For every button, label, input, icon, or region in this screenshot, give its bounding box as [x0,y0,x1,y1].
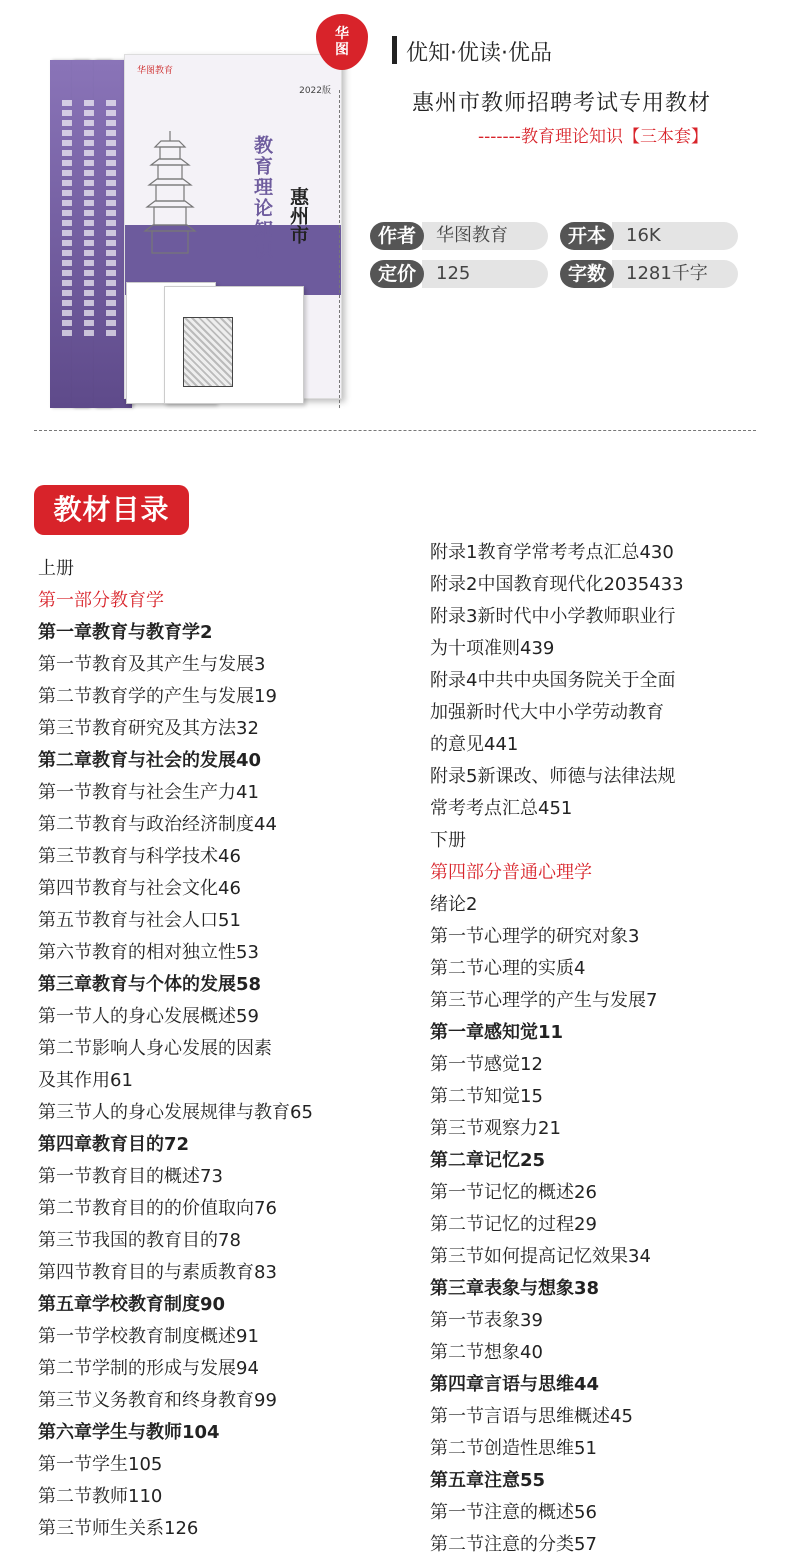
toc-entry: 附录4中共中央国务院关于全面 [430,670,676,691]
toc-entry: 第一节教育及其产生与发展3 [38,654,266,675]
toc-entry: 的意见441 [430,734,519,755]
pagoda-illustration [143,127,197,257]
toc-entry: 加强新时代大中小学劳动教育 [430,702,664,723]
spec-value: 125 [422,260,548,288]
toc-entry: 第三节师生关系126 [38,1518,199,1539]
toc-entry: 第一节感觉12 [430,1054,543,1075]
toc-entry: 第四节教育目的与素质教育83 [38,1262,277,1283]
section-divider [34,430,756,431]
spec-value: 华图教育 [422,222,548,250]
toc-entry: 第一节心理学的研究对象3 [430,926,640,947]
toc-entry: 第一节记忆的概述26 [430,1182,597,1203]
toc-left-column [38,553,313,1545]
toc-entry: 常考考点汇总451 [430,798,573,819]
toc-entry: 第三节教育研究及其方法32 [38,718,259,739]
toc-entry: 第一节学校教育制度概述91 [38,1326,259,1347]
toc-entry: 附录2中国教育现代化2035433 [430,574,684,595]
toc-entry: 第六章学生与教师104 [38,1422,220,1443]
tagline-bar [392,36,397,64]
toc-entry: 第五节教育与社会人口51 [38,910,241,931]
toc-entry: 第三节人的身心发展规律与教育65 [38,1102,313,1123]
cover-edition: 2022版 [299,86,331,96]
toc-entry: 第二节教育目的的价值取向76 [38,1198,277,1219]
toc-entry: 第一节教育与社会生产力41 [38,782,259,803]
toc-entry: 第二节知觉15 [430,1086,543,1107]
toc-right-column [430,537,684,1553]
toc-entry: 第三节义务教育和终身教育99 [38,1390,277,1411]
toc-entry: 下册 [430,830,466,851]
toc-entry: 上册 [38,558,74,579]
spec-word-count [560,260,738,288]
toc-entry: 第二节注意的分类57 [430,1534,597,1553]
toc-entry: 第三节观察力21 [430,1118,561,1139]
toc-entry: 第五章学校教育制度90 [38,1294,226,1315]
spec-label: 开本 [560,222,614,250]
toc-entry: 第二节教育学的产生与发展19 [38,686,277,707]
toc-entry: 第三节心理学的产生与发展7 [430,990,658,1011]
toc-entry: 第四节教育与社会文化46 [38,878,241,899]
toc-entry: 第二节影响人身心发展的因素 [38,1038,272,1059]
spec-label: 字数 [560,260,614,288]
toc-entry: 第四章教育目的72 [38,1134,190,1155]
toc-entry: 第二节记忆的过程29 [430,1214,597,1235]
toc-entry: 第六节教育的相对独立性53 [38,942,259,963]
toc-entry: 第四部分普通心理学 [430,862,592,883]
book-title: 惠州市教师招聘考试专用教材 [412,91,712,116]
toc-entry: 第一章感知觉11 [430,1022,564,1043]
toc-entry: 第三节教育与科学技术46 [38,846,241,867]
toc-entry: 为十项准则439 [430,638,555,659]
spec-format [560,222,738,250]
cover-brand: 华图教育 [137,66,174,76]
toc-entry: 第三章教育与个体的发展58 [38,974,262,995]
toc-entry: 绪论2 [430,894,478,915]
toc-entry: 第一节教育目的概述73 [38,1166,223,1187]
toc-entry: 附录3新时代中小学教师职业行 [430,606,676,627]
toc-entry: 第二节创造性思维51 [430,1438,597,1459]
spec-value: 1281千字 [612,260,738,288]
book-subtitle: -------教育理论知识【三本套】 [478,127,708,147]
cover-city: 惠州市 [287,187,309,244]
spec-price [370,260,548,288]
toc-entry: 第一节人的身心发展概述59 [38,1006,259,1027]
toc-entry: 及其作用61 [38,1070,133,1091]
toc-entry: 第二节学制的形成与发展94 [38,1358,259,1379]
tagline: 优知·优读·优品 [406,41,552,66]
product-image [44,40,331,410]
toc-entry: 第二章教育与社会的发展40 [38,750,262,771]
divider [339,90,340,408]
toc-entry: 第二节教育与政治经济制度44 [38,814,277,835]
toc-entry: 第一节言语与思维概述45 [430,1406,633,1427]
booklet [164,286,304,404]
toc-entry: 第二节教师110 [38,1486,163,1507]
toc-entry: 第五章注意55 [430,1470,546,1491]
toc-entry: 第一节学生105 [38,1454,163,1475]
toc-entry: 附录5新课改、师德与法律法规 [430,766,676,787]
spec-label: 定价 [370,260,424,288]
toc-entry: 第二节心理的实质4 [430,958,586,979]
toc-entry: 第四章言语与思维44 [430,1374,600,1395]
toc-entry: 第三节我国的教育目的78 [38,1230,241,1251]
toc-entry: 第一部分教育学 [38,590,164,611]
toc-entry: 第三章表象与想象38 [430,1278,600,1299]
cover-title: 教育理论知识 [251,135,273,261]
toc-entry: 第三节如何提高记忆效果34 [430,1246,651,1267]
badge-text: 图 [335,42,349,58]
toc-entry: 第一节注意的概述56 [430,1502,597,1523]
toc-entry: 第二章记忆25 [430,1150,546,1171]
spec-value: 16K [612,222,738,250]
toc-entry: 附录1教育学常考考点汇总430 [430,542,674,563]
badge-text: 华 [335,26,349,42]
spec-author [370,222,548,250]
toc-heading: 教材目录 [34,485,189,535]
toc-entry: 第二节想象40 [430,1342,543,1363]
toc-entry: 第一章教育与教育学2 [38,622,213,643]
toc-entry: 第一节表象39 [430,1310,543,1331]
spec-label: 作者 [370,222,424,250]
